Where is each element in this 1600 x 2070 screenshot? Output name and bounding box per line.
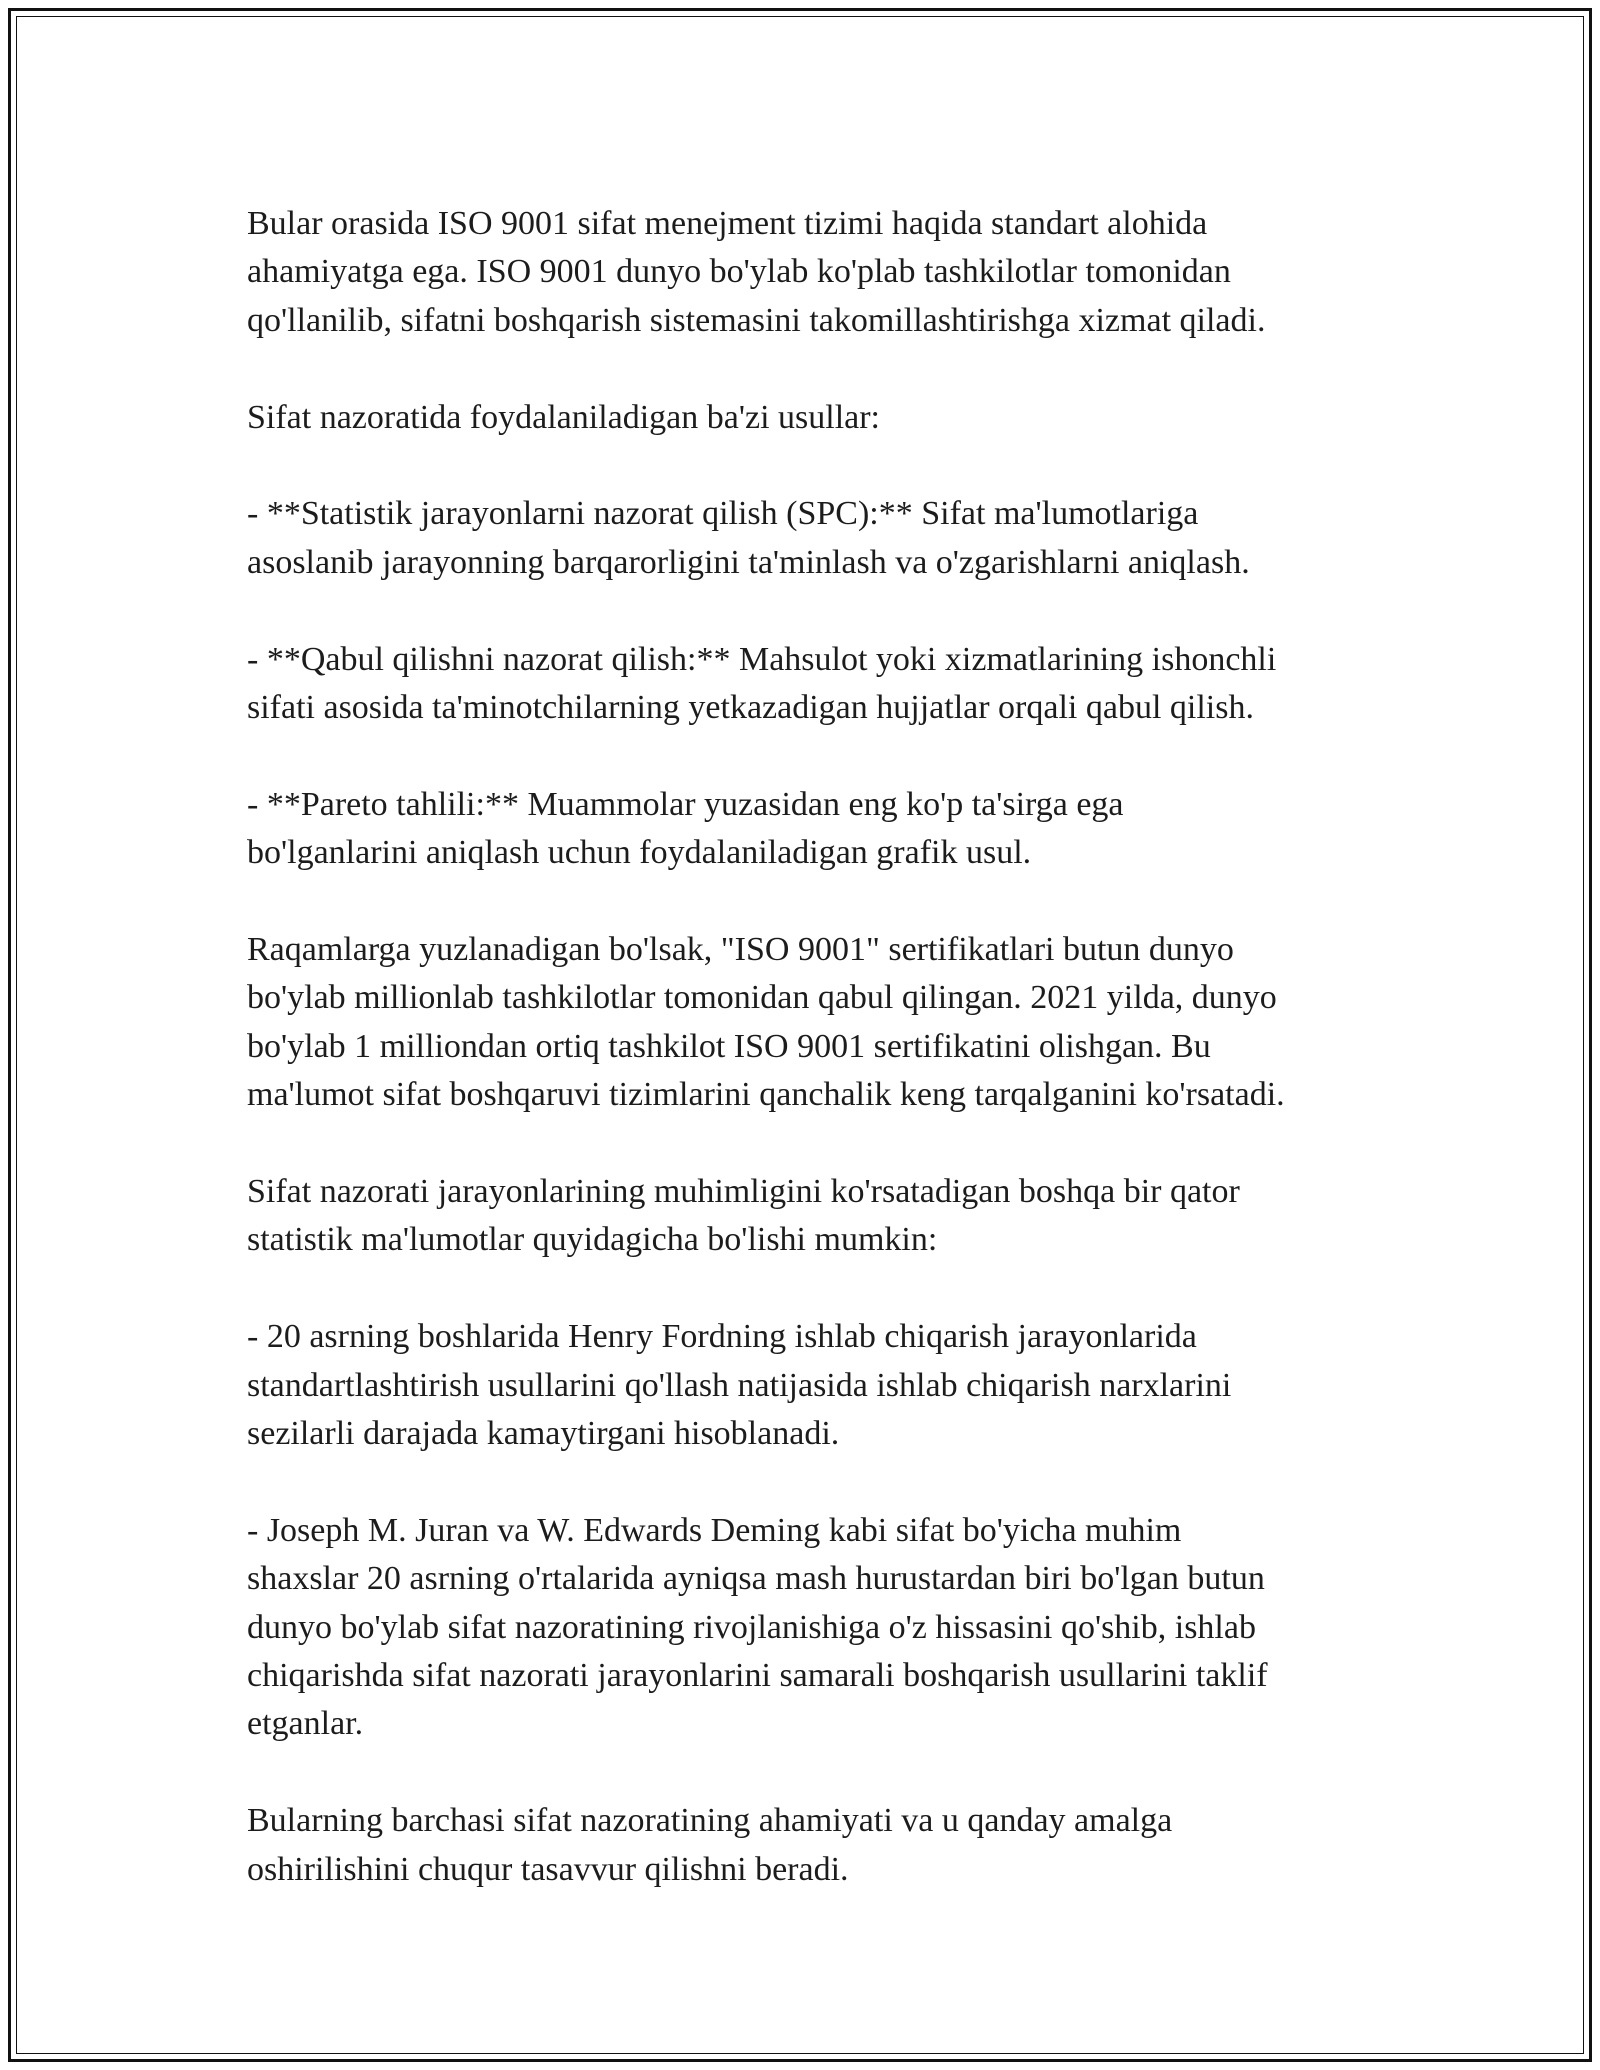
list-item-acceptance-control (247, 636, 1397, 733)
list-item-pareto (247, 781, 1397, 878)
list-item-juran-deming (247, 1507, 1397, 1749)
text-line: - **Pareto tahlili:** Muammolar yuzasidan eng ko'p ta'sirga ega (247, 785, 1124, 823)
paragraph-iso-9001-intro (247, 200, 1397, 345)
text-line: sezilarli darajada kamaytirgani hisoblanadi. (247, 1415, 840, 1453)
text-line: etganlar. (247, 1705, 364, 1743)
page-frame (8, 8, 1592, 2062)
text-line: Bularning barchasi sifat nazoratining ahamiyati va u qanday amalga (247, 1802, 1173, 1840)
text-line: - **Statistik jarayonlarni nazorat qilish (SPC):** Sifat ma'lumotlariga (247, 495, 1199, 533)
text-line: Raqamlarga yuzlanadigan bo'lsak, "ISO 9001" sertifikatlari butun dunyo (247, 931, 1234, 969)
document-body (247, 200, 1397, 1942)
text-line: bo'ylab 1 milliondan ortiq tashkilot ISO 9001 sertifikatini olishgan. Bu (247, 1027, 1211, 1065)
text-line: ahamiyatga ega. ISO 9001 dunyo bo'ylab ko'plab tashkilotlar tomonidan (247, 253, 1231, 291)
text-line: sifati asosida ta'minotchilarning yetkazadigan hujjatlar orqali qabul qilish. (247, 689, 1254, 727)
paragraph-methods-heading (247, 394, 1397, 442)
paragraph-other-statistics (247, 1168, 1397, 1265)
text-line: shaxslar 20 asrning o'rtalarida ayniqsa mash hurustardan biri bo'lgan butun (247, 1560, 1265, 1598)
text-line: oshirilishini chuqur tasavvur qilishni beradi. (247, 1850, 849, 1888)
text-line: chiqarishda sifat nazorati jarayonlarini samarali boshqarish usullarini taklif (247, 1657, 1268, 1695)
text-line: dunyo bo'ylab sifat nazoratining rivojlanishiga o'z hissasini qo'shib, ishlab (247, 1608, 1256, 1646)
list-item-henry-ford (247, 1313, 1397, 1458)
text-line: asoslanib jarayonning barqarorligini ta'minlash va o'zgarishlarni aniqlash. (247, 543, 1250, 581)
text-line: statistik ma'lumotlar quyidagicha bo'lishi mumkin: (247, 1221, 938, 1259)
text-line: Sifat nazorati jarayonlarining muhimligini ko'rsatadigan boshqa bir qator (247, 1173, 1240, 1211)
text-line: Sifat nazoratida foydalaniladigan ba'zi usullar: (247, 398, 881, 436)
text-line: ma'lumot sifat boshqaruvi tizimlarini qanchalik keng tarqalganini ko'rsatadi. (247, 1076, 1285, 1114)
text-line: bo'ylab millionlab tashkilotlar tomonidan qabul qilingan. 2021 yilda, dunyo (247, 979, 1277, 1017)
text-line: bo'lganlarini aniqlash uchun foydalaniladigan grafik usul. (247, 834, 1032, 872)
text-line: qo'llanilib, sifatni boshqarish sistemasini takomillashtirishga xizmat qiladi. (247, 301, 1266, 339)
text-line: - Joseph M. Juran va W. Edwards Deming kabi sifat bo'yicha muhim (247, 1511, 1182, 1549)
list-item-spc (247, 490, 1397, 587)
text-line: Bular orasida ISO 9001 sifat menejment tizimi haqida standart alohida (247, 205, 1208, 242)
text-line: - **Qabul qilishni nazorat qilish:** Mahsulot yoki xizmatlarining ishonchli (247, 640, 1277, 678)
paragraph-conclusion (247, 1797, 1397, 1894)
paragraph-iso-statistics (247, 926, 1397, 1120)
text-line: - 20 asrning boshlarida Henry Fordning ishlab chiqarish jarayonlarida (247, 1318, 1197, 1356)
text-line: standartlashtirish usullarini qo'llash natijasida ishlab chiqarish narxlarini (247, 1366, 1232, 1404)
